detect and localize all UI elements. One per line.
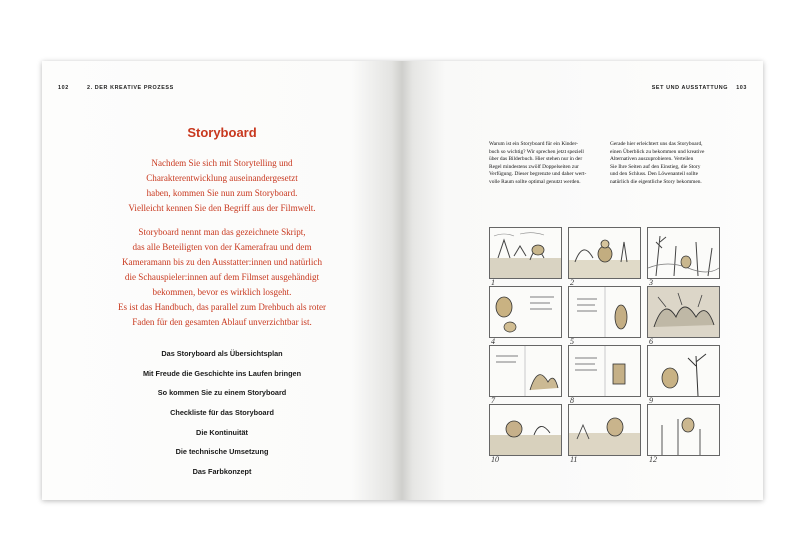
book-spread <box>42 61 763 500</box>
intro-line: Vielleicht kennen Sie den Begriff aus der Filmwelt. <box>128 203 316 213</box>
panel-number: 6 <box>649 337 653 346</box>
section-header: SET UND AUSSTATTUNG <box>651 85 728 91</box>
body-line: Regel mindestens zwölf Doppelseiten zur <box>489 163 579 170</box>
toc-item: Das Storyboard als Übersichtsplan <box>161 349 283 358</box>
body-line: Alternativen auszuprobieren. Verteilen <box>610 156 694 163</box>
intro-line: Charakterentwicklung auseinandergesetzt <box>146 173 298 183</box>
body-line: Sie Ihre Seiten auf den Einstieg, die Story <box>610 163 701 170</box>
toc-item: So kommen Sie zu einem Storyboard <box>157 388 287 398</box>
panel-number: 10 <box>491 455 499 464</box>
sketch-illustration <box>490 228 561 278</box>
panel-number: 4 <box>491 337 495 346</box>
page-number-right: 103 <box>736 85 747 91</box>
body-line: buch so wichtig? Wir sprechen jetzt speziell <box>489 148 584 155</box>
panel-number: 3 <box>649 278 653 287</box>
sketch-illustration <box>490 405 561 455</box>
intro-line: Storyboard nennt man das gezeichnete Skript, <box>138 227 306 237</box>
panel-number: 7 <box>491 396 495 405</box>
toc-item: Mit Freude die Geschichte ins Laufen bringen <box>142 368 302 378</box>
body-line: über das Bilderbuch. Hier stehen nur in der <box>489 156 583 163</box>
storyboard-panel <box>568 345 641 397</box>
intro-line: Kameramann bis zu den Ausstatter:innen und natürlich <box>121 257 322 267</box>
sketch-illustration <box>490 287 561 337</box>
left-page <box>42 61 402 500</box>
panel-number: 2 <box>570 278 574 287</box>
storyboard-panel <box>568 286 641 338</box>
body-line: und den Schluss. Den Löwenanteil sollte <box>610 171 699 178</box>
intro-paragraph-1 <box>62 156 382 216</box>
body-line: natürlich die eigentliche Story bekommen. <box>610 178 702 185</box>
storyboard-panel <box>489 404 562 456</box>
panel-number: 11 <box>570 455 578 464</box>
body-column-2 <box>610 141 725 187</box>
toc-item: Checkliste für das Storyboard <box>170 408 274 418</box>
sketch-illustration <box>648 405 719 455</box>
chapter-header: 2. DER KREATIVE PROZESS <box>87 85 174 91</box>
intro-paragraph-2 <box>62 225 382 330</box>
panel-number: 9 <box>649 396 653 405</box>
right-page <box>402 61 763 500</box>
intro-line: Nachdem Sie sich mit Storytelling und <box>151 158 293 168</box>
intro-line: das alle Beteiligten von der Kamerafrau und dem <box>132 242 312 252</box>
body-line: einen Überblick zu bekommen und kreative <box>610 148 705 155</box>
toc-item: Das Farbkonzept <box>192 467 252 477</box>
sketch-illustration <box>569 405 640 455</box>
storyboard-panel <box>489 286 562 338</box>
toc-item: Die Kontinuität <box>196 427 248 437</box>
body-line: Gerade hier erleichtert uns das Storyboard, <box>610 141 703 147</box>
sketch-illustration <box>569 346 640 396</box>
page-title: Storyboard <box>187 125 257 140</box>
sketch-illustration <box>490 346 561 396</box>
storyboard-panel <box>647 404 720 456</box>
body-line: Warum ist ein Storyboard für ein Kinder- <box>489 141 578 147</box>
storyboard-panel <box>647 227 720 279</box>
intro-line: Es ist das Handbuch, das parallel zum Drehbuch als roter <box>117 302 327 312</box>
storyboard-panel <box>647 345 720 397</box>
body-line: volle Raum sollte optimal genutzt werden. <box>489 178 581 185</box>
intro-line: die Schauspieler:innen auf dem Filmset ausgehändigt <box>124 272 320 282</box>
sketch-illustration <box>648 346 719 396</box>
body-line: Verfügung. Dieser begrenzte und daher wert- <box>489 171 587 178</box>
storyboard-panel <box>489 345 562 397</box>
page-number-left: 102 <box>58 85 69 91</box>
storyboard-panel <box>647 286 720 338</box>
toc-item: Die technische Umsetzung <box>175 447 269 457</box>
sketch-illustration <box>648 287 719 337</box>
intro-line: haben, kommen Sie nun zum Storyboard. <box>146 188 298 198</box>
storyboard-panel <box>568 404 641 456</box>
panel-number: 1 <box>491 278 495 287</box>
intro-line: bekommen, bevor es wirklich losgeht. <box>152 287 292 297</box>
panel-number: 8 <box>570 396 574 405</box>
intro-line: Faden für den gesamten Ablauf unverzichtbar ist. <box>132 317 312 327</box>
panel-number: 12 <box>649 455 657 464</box>
sketch-illustration <box>569 287 640 337</box>
table-of-contents <box>42 347 402 485</box>
storyboard-panel <box>489 227 562 279</box>
sketch-illustration <box>648 228 719 278</box>
sketch-illustration <box>569 228 640 278</box>
body-column-1 <box>489 141 604 187</box>
panel-number: 5 <box>570 337 574 346</box>
storyboard-panel <box>568 227 641 279</box>
